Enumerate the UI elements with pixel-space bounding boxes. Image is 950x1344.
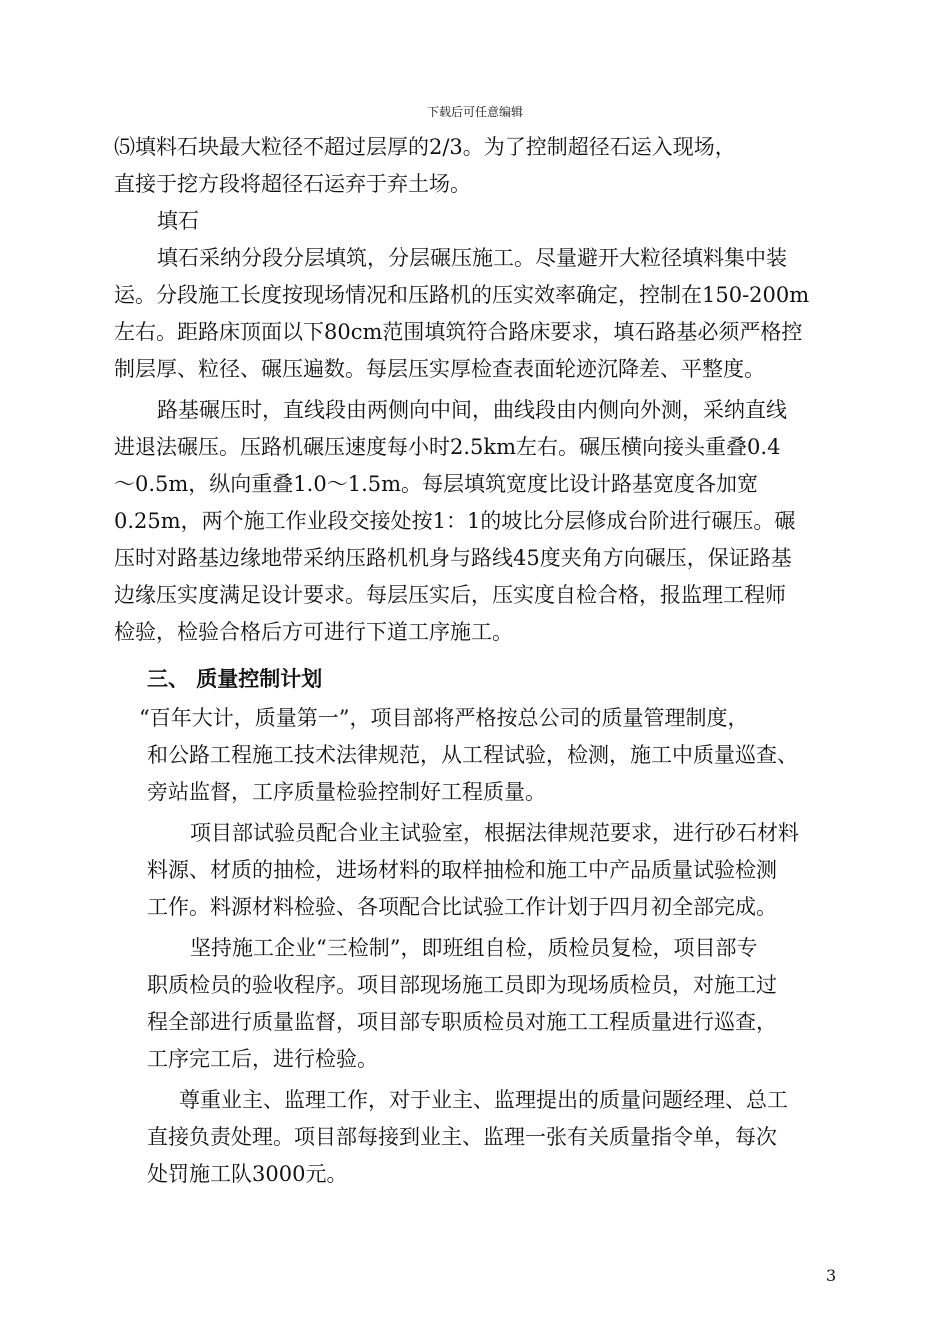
text-line: 程全部进行质量监督，项目部专职质检员对施工工程质量进行巡查， — [147, 1010, 777, 1034]
text-line: 料源、材质的抽检，进场材料的取样抽检和施工中产品质量试验检测 — [147, 858, 777, 882]
paragraph — [114, 129, 736, 203]
paragraph — [147, 930, 777, 1078]
text-line: 压时对路基边缘地带采纳压路机机身与路线45度夹角方向碾压，保证路基 — [114, 546, 792, 570]
section-heading — [147, 660, 322, 697]
page-number: 3 — [826, 1266, 837, 1285]
text-line: 三、 质量控制计划 — [147, 666, 323, 691]
text-line: 直接负责处理。项目部每接到业主、监理一张有关质量指令单，每次 — [147, 1125, 777, 1149]
text-line: 边缘压实度满足设计要求。每层压实后，压实度自检合格，报监理工程师 — [114, 583, 786, 607]
text-line: “百年大计，质量第一”，项目部将严格按总公司的质量管理制度， — [139, 706, 749, 730]
text-line: 填石采纳分段分层填筑，分层碾压施工。尽量避开大粒径填料集中装 — [157, 246, 787, 270]
text-line: 填石 — [157, 209, 199, 233]
text-line: 和公路工程施工技术法律规范，从工程试验，检测，施工中质量巡查、 — [147, 743, 798, 767]
text-line: 项目部试验员配合业主试验室，根据法律规范要求，进行砂石材料 — [190, 821, 799, 845]
text-line: 坚持施工企业“三检制”，即班组自检，质检员复检，项目部专 — [190, 936, 758, 960]
text-line: 工作。料源材料检验、各项配合比试验工作计划于四月初全部完成。 — [147, 895, 777, 919]
text-line: 处罚施工队3000元。 — [147, 1162, 348, 1186]
text-line: 运。分段施工长度按现场情况和压路机的压实效率确定，控制在150-200m — [114, 283, 810, 307]
text-line: 进退法碾压。压路机碾压速度每小时2.5km左右。碾压横向接头重叠0.4 — [114, 435, 781, 459]
text-line: 工序完工后，进行检验。 — [147, 1047, 378, 1071]
text-line: ⑸填料石块最大粒径不超过层厚的2/3。为了控制超径石运入现场， — [114, 135, 736, 159]
paragraph — [147, 1082, 788, 1193]
paragraph — [157, 203, 199, 240]
text-line: 尊重业主、监理工作，对于业主、监理提出的质量问题经理、总工 — [179, 1088, 788, 1112]
page-header: 下载后可任意编辑 — [426, 105, 523, 119]
paragraph — [114, 240, 809, 388]
paragraph — [147, 815, 799, 926]
text-line: 检验，检验合格后方可进行下道工序施工。 — [114, 620, 513, 644]
text-line: 职质检员的验收程序。项目部现场施工员即为现场质检员，对施工过 — [147, 973, 777, 997]
paragraph — [139, 700, 798, 811]
text-line: 直接于挖方段将超径石运弃于弃土场。 — [114, 172, 471, 196]
text-line: 左右。距路床顶面以下80cm范围填筑符合路床要求，填石路基必须严格控 — [114, 320, 803, 344]
text-line: 0.25m，两个施工作业段交接处按1：1的坡比分层修成台阶进行碾压。碾 — [114, 509, 796, 533]
text-line: 路基碾压时，直线段由两侧向中间，曲线段由内侧向外测，采纳直线 — [157, 398, 787, 422]
text-line: 旁站监督，工序质量检验控制好工程质量。 — [147, 780, 546, 804]
text-line: 制层厚、粒径、碾压遍数。每层压实厚检查表面轮迹沉降差、平整度。 — [114, 357, 765, 381]
paragraph — [114, 392, 795, 651]
text-line: ～0.5m，纵向重叠1.0～1.5m。每层填筑宽度比设计路基宽度各加宽 — [114, 472, 759, 496]
